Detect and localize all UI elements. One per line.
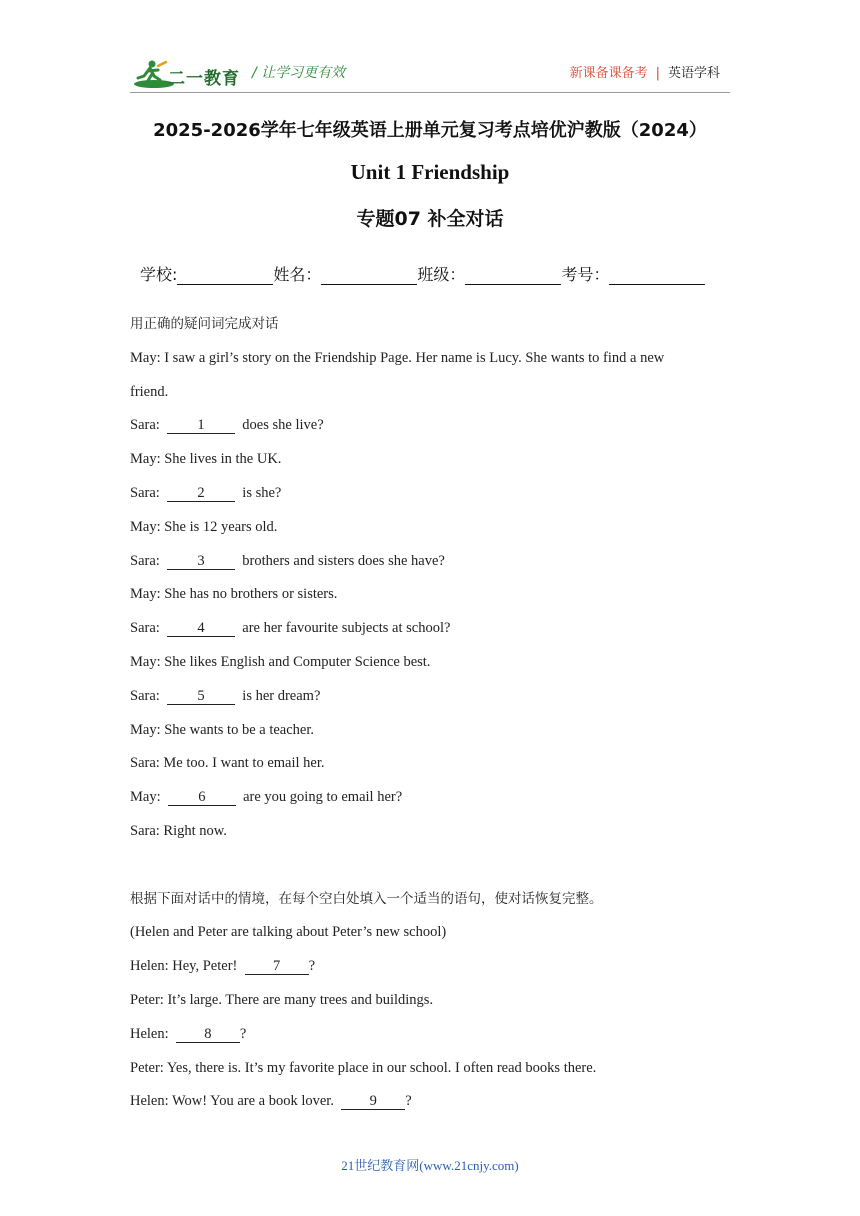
answer-8: Peter: Yes, there is. It’s my favorite place in our school. I often read books there.: [130, 1059, 597, 1076]
question-4: [130, 618, 750, 652]
blank-5[interactable]: 5: [167, 688, 235, 705]
dialogue-end: Sara: Right now.: [130, 822, 227, 839]
section2-instruction: 根据下面对话中的情境，在每个空白处填入一个适当的语句，使对话恢复完整。: [130, 890, 603, 907]
answer-1: May: She lives in the UK.: [130, 451, 282, 468]
question-text: are you going to email her?: [243, 789, 403, 806]
question-text: brothers and sisters does she have?: [242, 552, 445, 569]
class-blank[interactable]: [465, 268, 561, 285]
question-2: [130, 483, 750, 517]
answer-4: May: She likes English and Computer Science best.: [130, 653, 431, 670]
question-1: [130, 415, 750, 449]
header-course: 新课备课备考: [569, 66, 648, 81]
blank-8[interactable]: 8: [176, 1026, 240, 1043]
page-header: [0, 0, 860, 100]
name-label: 姓名：: [273, 265, 322, 284]
answer-3: May: She has no brothers or sisters.: [130, 586, 338, 603]
school-label: 学校:: [140, 265, 178, 284]
question-mark: ?: [405, 1093, 412, 1110]
blank-7[interactable]: 7: [245, 958, 309, 975]
dialogue-line: May: I saw a girl’s story on the Friendship Page. Her name is Lucy. She wants to find a new: [130, 349, 665, 366]
header-right: [570, 62, 720, 81]
question-mark: ?: [239, 1025, 247, 1042]
dialogue-line: Sara: Me too. I want to email her.: [130, 755, 325, 772]
header-divider: [130, 92, 730, 93]
document-title: 2025-2026学年七年级英语上册单元复习考点培优沪教版（2024）: [153, 120, 707, 141]
question-7: [130, 956, 750, 990]
question-3: [130, 551, 750, 585]
speaker: Sara:: [130, 552, 160, 569]
blank-1[interactable]: 1: [167, 417, 235, 434]
speaker-text: Helen: Hey, Peter!: [130, 958, 238, 975]
blank-3[interactable]: 3: [167, 553, 235, 570]
speaker: Helen:: [130, 1025, 169, 1042]
document-body: [130, 314, 750, 1125]
question-text: does she live?: [242, 417, 324, 434]
answer-5: May: She wants to be a teacher.: [130, 721, 315, 738]
school-blank[interactable]: [177, 268, 273, 285]
speaker: May:: [130, 789, 161, 806]
class-label: 班级：: [417, 265, 466, 284]
blank-4[interactable]: 4: [167, 620, 235, 637]
name-blank[interactable]: [321, 268, 417, 285]
section1-instruction: 用正确的疑问词完成对话: [130, 316, 279, 332]
question-9: [130, 1091, 750, 1125]
number-label: 考号：: [561, 265, 610, 284]
logo: [132, 58, 242, 90]
blank-2[interactable]: 2: [167, 485, 235, 502]
unit-title: Unit 1 Friendship: [350, 160, 510, 184]
header-separator: |: [655, 66, 660, 81]
question-text: is she?: [242, 484, 282, 501]
question-5: [130, 686, 750, 720]
question-mark: ?: [308, 958, 316, 975]
speaker: Sara:: [130, 620, 160, 637]
speaker-text: Helen: Wow! You are a book lover.: [130, 1093, 334, 1110]
answer-2: May: She is 12 years old.: [130, 518, 278, 535]
blank-9[interactable]: 9: [341, 1093, 405, 1110]
speaker: Sara:: [130, 687, 160, 704]
question-6: [130, 787, 750, 821]
blank-6[interactable]: 6: [168, 789, 236, 806]
dialogue-line: friend.: [130, 383, 169, 400]
slogan: / 让学习更有效: [252, 65, 346, 81]
header-subject: 英语学科: [667, 66, 720, 81]
context-line: (Helen and Peter are talking about Peter’s new school): [130, 924, 447, 941]
number-blank[interactable]: [609, 268, 705, 285]
section-spacer: [130, 855, 750, 889]
speaker: Sara:: [130, 484, 160, 501]
speaker: Sara:: [130, 417, 160, 434]
logo-text: 二一教育: [168, 69, 240, 89]
question-text: is her dream?: [242, 687, 321, 704]
footer-link[interactable]: 21世纪教育网(www.21cnjy.com): [341, 1158, 519, 1173]
topic-title: 专题07 补全对话: [356, 208, 504, 230]
student-info-row: [140, 262, 705, 285]
question-8: [130, 1024, 750, 1058]
question-text: are her favourite subjects at school?: [242, 620, 451, 637]
answer-7: Peter: It’s large. There are many trees and buildings.: [130, 991, 434, 1008]
